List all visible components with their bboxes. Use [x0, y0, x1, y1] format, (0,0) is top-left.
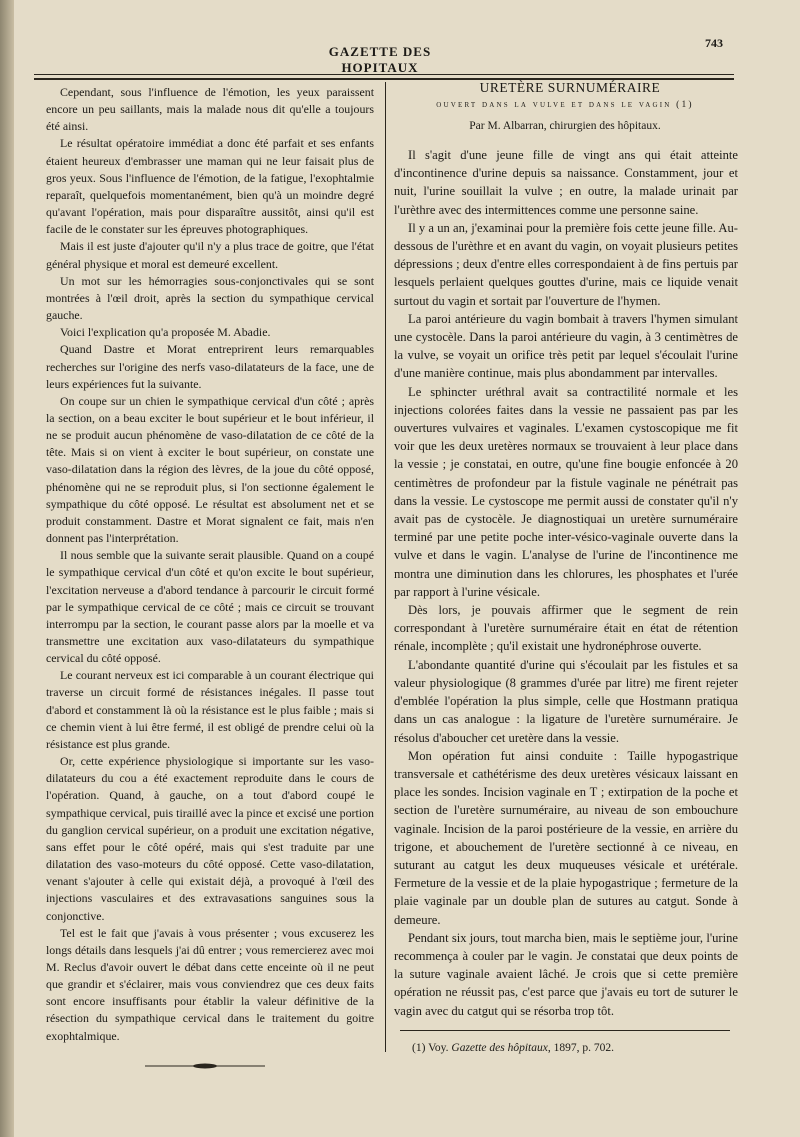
footnote-marker: (1) Voy.	[412, 1042, 449, 1054]
footnote-rule	[400, 1030, 730, 1031]
page-number: 743	[705, 36, 723, 50]
article-subtitle: ouvert dans la vulve et dans le vagin (1)	[436, 100, 694, 110]
paragraph: Dès lors, je pouvais affirmer que le segment de rein correspondant à l'uretère surnuméraire était en état de rétention rénale, incomplète ; qu'il existait une hydronéphrose ouverte.	[394, 603, 738, 654]
paragraph: Or, cette expérience physiologique si importante sur les vaso-dilatateurs du cou a été exactement reproduite dans le cours de l'opération. Quand, à gauche, on a tout d'abord coupé le sympathique cervical, puis tiraillé avec la pince et excisé une portion du ganglion cervical supérieur, on a produit une excitation négative, sans effet pour le côté opéré, mais qui s'est traduite par une dilatation des vaso-moteurs du côté opposé. Cette vaso-dilatation, venant s'ajouter à celle qui existait déjà, a provoqué à l'œil des injections vasculaires et des extravasations sanguines sous la conjonctive.	[46, 754, 374, 923]
column-divider	[385, 82, 386, 1052]
page-binding-shadow	[0, 0, 14, 1137]
paragraph: Quand Dastre et Morat entreprirent leurs remarquables recherches sur l'origine des nerfs vaso-dilatateurs de la face, une de leurs expériences fut la suivante.	[46, 342, 374, 391]
paragraph: Il nous semble que la suivante serait plausible. Quand on a coupé le sympathique cervical d'un côté et qu'on excite le bout supérieur, l'excitation nerveuse a d'abord tendance à parcourir le circuit formé par le sympathique cervical de ce côté ; mais ce circuit se trouvant interrompu par la section, le courant passe alors par la moelle et va transmettre une excitation aux vaso-dilatateurs du sympathique cervical du côté opposé.	[46, 548, 374, 666]
journal-title: GAZETTE DES HOPITAUX	[328, 44, 432, 75]
footnote-journal: Gazette des hôpitaux	[451, 1042, 548, 1054]
paragraph: Le courant nerveux est ici comparable à un courant électrique qui traverse un circuit formé de résistances inégales. Il passe tout d'abord et constamment là où la résistance est le plus faible ; mais si ce chemin vient à lui être fermé, il est obligé de prendre celui où la résistance est plus grande.	[46, 668, 374, 751]
paragraph: Mon opération fut ainsi conduite : Taille hypogastrique transversale et cathétérisme des deux uretères vésicaux laissant en place les sondes. Incision vaginale en T ; extirpation de la poche et section de l'uretère surnuméraire, au niveau de son embouchure vaginale. Incision de la paroi postérieure de la vessie, en arrière du trigone, et abouchement de l'uretère sectionné à ce niveau, en suturant au catgut les deux muqueuses vésicale et urétérale. Fermeture de la vessie et de la plaie hypogastrique ; fermeture de la plaie vaginale par un double plan de sutures au catgut. Sonde à demeure.	[394, 748, 738, 927]
article-author: Par M. Albarran, chirurgien des hôpitaux.	[469, 120, 661, 132]
paragraph: Un mot sur les hémorragies sous-conjonctivales qui se sont montrées à l'œil droit, après la section du sympathique cervical gauche.	[46, 273, 374, 323]
paragraph: On coupe sur un chien le sympathique cervical d'un côté ; après la section, on a beau exciter le bout supérieur et le bout inférieur, il ne se produit aucun phénomène de vaso-dilatation de ce côté de la tête. Mais si on vient à exciter le bout supérieur, on constate une vaso-dilatation dans la région des lèvres, de la joue du côté opposé, phénomène qui ne se reproduit plus, si l'on sectionne également le sympathique du côté opposé. Le résultat est absolument net et se produit constamment. Dastre et Morat signalent ce fait, mais n'en donnent pas l'interprétation.	[46, 393, 374, 546]
footnote	[412, 1042, 732, 1054]
paragraph: Tel est le fait que j'avais à vous présenter ; vous excuserez les longs détails dans lesquels j'ai dû entrer ; vous remercierez avec moi M. Reclus d'avoir ouvert le débat dans cette enceinte où il ne peut que grandir et s'éclairer, mais vous conviendrez que ces deux faits sont encore insuffisants pour établir la valeur définitive de la résection du sympathique cervical dans le traitement du goitre exophtalmique.	[46, 925, 374, 1043]
header-rule	[34, 74, 734, 75]
paragraph: Il s'agit d'une jeune fille de vingt ans qui était atteinte d'incontinence d'urine depuis sa naissance. Constamment, jour et nuit, l'urine souillait la vulve ; en outre, la malade urinait par l'urèthre avec des intermittences comme une personne saine.	[394, 148, 738, 217]
paragraph: Pendant six jours, tout marcha bien, mais le septième jour, l'urine recommença à couler par le vagin. Je constatai que deux points de la suture vaginale avaient lâché. Je crois que si cette première opération ne réussit pas, c'est parce que j'avais eu tort de suturer le vagin avec du catgut qui se résorba trop tôt.	[394, 930, 738, 1018]
article-title: URETÈRE SURNUMÉRAIRE	[479, 80, 661, 95]
left-column	[46, 84, 374, 1045]
paragraph: Cependant, sous l'influence de l'émotion, les yeux paraissent encore un peu saillants, mais la malade nous dit qu'elle a toujours été ainsi.	[46, 85, 374, 134]
footnote-ref: , 1897, p. 702.	[547, 1042, 614, 1054]
right-column	[394, 146, 738, 1020]
paragraph: Le sphincter uréthral avait sa contractilité normale et les injections colorées faites dans la vessie ne passaient pas par les ouvertures vulvaires et vaginales. L'examen cystoscopique me fit voir que les deux uretères normaux se trouvaient à leur place dans la vessie ; je constatai, en outre, qu'une fine bougie enfoncée à 20 centimètres de profondeur par la fistule vaginale ne pénétrait pas dans la vessie. Le cystoscope me permit aussi de constater qu'il n'y avait pas de cystocèle. Je diagnostiquai un uretère surnuméraire terminé par une petite poche inter-vésico-vaginale ouverte dans la vulve et dans le vagin. L'analyse de l'urine de l'incontinence me montra une diminution dans les chlorures, les phosphates et l'urée par rapport à l'urine vésicale.	[394, 384, 738, 599]
paragraph: L'abondante quantité d'urine qui s'écoulait par les fistules et sa valeur physiologique (8 grammes d'urée par litre) me firent rejeter d'emblée l'opération la plus simple, celle que Hostmann pratiqua dans un cas analogue : la ligature de l'uretère surnuméraire. Je résolus d'aboucher cet uretère dans la vessie.	[394, 657, 738, 745]
paragraph: Il y a un an, j'examinai pour la première fois cette jeune fille. Au-dessous de l'urèthre et en avant du vagin, on voyait plusieurs petites dépressions ; deux d'entre elles correspondaient à de fins pertuis par lesquels perlaient quelques gouttes d'urine, mais ce liquide venait surtout du vagin et sortait par l'ouverture de l'hymen.	[394, 220, 738, 308]
end-ornament	[145, 1063, 265, 1069]
paragraph: Le résultat opératoire immédiat a donc été parfait et ses enfants étaient heureux d'embrasser une maman qui ne leur faisait plus de gros yeux. Sous l'influence de l'émotion, de la fatigue, l'exophtalmie reparaît, quelquefois momentanément, bien qu'à un moindre degré qu'avant l'opération, mais pour disparaître aussitôt, ainsi qu'il est facile de le constater sur les épreuves photographiques.	[46, 136, 374, 237]
paragraph: Voici l'explication qu'a proposée M. Abadie.	[60, 325, 271, 340]
paragraph: Mais il est juste d'ajouter qu'il n'y a plus trace de goitre, que l'état général physique et moral est demeuré excellent.	[46, 239, 374, 271]
paragraph: La paroi antérieure du vagin bombait à travers l'hymen simulant une cystocèle. Dans la paroi antérieure du vagin, à 3 centimètres de la vulve, se voyait un orifice très petit par lequel s'écoulait l'urine d'une manière continue, mais plus abondamment par intervalles.	[394, 311, 738, 381]
